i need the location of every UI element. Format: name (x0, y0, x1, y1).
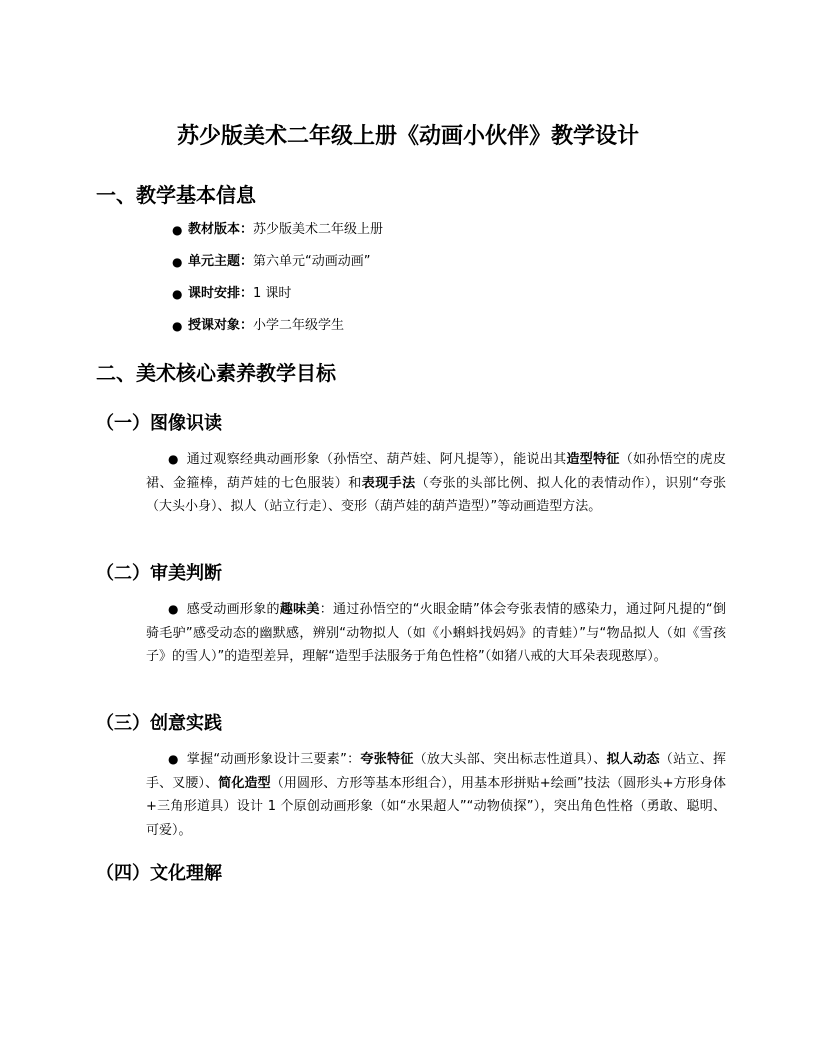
subsection-heading-aesthetic-judgment: （二）审美判断 (96, 563, 222, 584)
text-run: （夸张的头部比例、拟人化的表情动作），识别“夸张（大头小身）、拟人（站立行走）、变形（葫芦娃的葫芦造型）”等动画造型方法。 (146, 475, 726, 514)
list-item (172, 314, 383, 346)
text-run: ：通过孙悟空的“火眼金睛”体会夸张表情的感染力，通过阿凡提的“倒骑毛驴”感受动态的幽默感，辨别“动物拟人（如《小蝌蚪找妈妈》的青蛙）”与“物品拟人（如《雪孩子》的雪人）”的造型差异，理解“造型手法服务于角色性格”（如猪八戒的大耳朵表现憨厚）。 (146, 602, 726, 664)
text-run: （如孙悟空的虎皮裙、金箍棒，葫芦娃的七色服装）和 (146, 452, 726, 491)
info-key: 课时安排： (188, 286, 254, 301)
bullet-icon: ● (168, 602, 179, 616)
subsection-heading-cultural-understanding: （四）文化理解 (96, 863, 222, 884)
info-value: 1 课时 (253, 286, 292, 301)
text-run: 通过观察经典动画形象（孙悟空、葫芦娃、阿凡提等），能说出其 (186, 452, 567, 467)
text-run: （站立、挥手、叉腰）、 (146, 752, 726, 791)
paragraph-image-reading (146, 448, 726, 519)
text-run: 感受动画形象的 (186, 602, 280, 617)
info-key: 单元主题： (188, 254, 254, 269)
section-heading-basic-info: 一、教学基本信息 (96, 183, 256, 207)
info-key: 授课对象： (188, 318, 254, 333)
bold-run: 趣味美 (279, 602, 320, 617)
text-run: （放大头部、突出标志性道具）、 (413, 752, 607, 767)
basic-info-list (172, 218, 383, 346)
paragraph-aesthetic-judgment (146, 598, 726, 669)
bold-run: 表现手法 (361, 475, 416, 491)
paragraph-creative-practice (146, 748, 726, 842)
bullet-icon: ● (172, 255, 183, 269)
list-item (172, 282, 383, 314)
info-value: 第六单元“动画动画” (253, 254, 371, 269)
subsection-heading-creative-practice: （三）创意实践 (96, 713, 222, 734)
text-run: （用圆形、方形等基本形组合），用基本形拼贴+绘画”技法（圆形头+方形身体+三角形道具）设计 1 个原创动画形象（如“水果超人”“动物侦探”），突出角色性格（勇敢、聪明、可爱）。 (146, 775, 726, 838)
info-value: 苏少版美术二年级上册 (253, 222, 384, 237)
list-item (172, 250, 383, 282)
subsection-heading-image-reading: （一）图像识读 (96, 413, 222, 434)
text-run: 掌握“动画形象设计三要素”： (186, 752, 361, 767)
bullet-icon: ● (172, 223, 183, 237)
info-key: 教材版本： (188, 222, 254, 237)
section-heading-objectives: 二、美术核心素养教学目标 (96, 361, 336, 385)
bold-run: 夸张特征 (360, 752, 414, 767)
bullet-icon: ● (168, 752, 179, 766)
bold-run: 拟人动态 (606, 752, 660, 767)
bold-run: 造型特征 (566, 452, 620, 467)
document-title: 苏少版美术二年级上册《动画小伙伴》教学设计 (176, 124, 639, 149)
bullet-icon: ● (172, 287, 183, 301)
info-value: 小学二年级学生 (253, 318, 345, 333)
bullet-icon: ● (172, 319, 183, 333)
list-item (172, 218, 383, 250)
bold-run: 简化造型 (218, 775, 271, 791)
bullet-icon: ● (168, 452, 179, 466)
